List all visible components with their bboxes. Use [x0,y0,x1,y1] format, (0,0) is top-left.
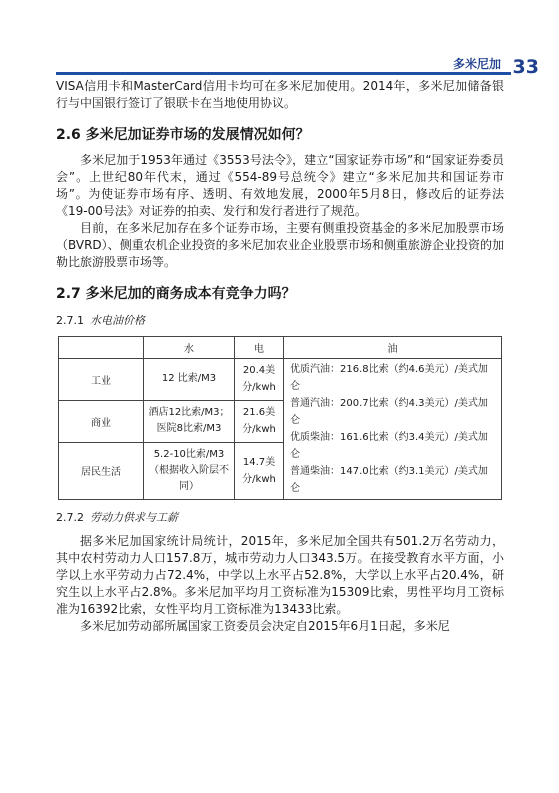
row-label: 商业 [59,400,144,442]
header-rule [56,72,511,75]
oil-price-line: 普通柴油：147.0比索（约3.1美元）/美式加仑 [290,466,488,494]
electricity-price: 20.4美分/kwh [235,359,284,401]
paragraph: 多米尼加于1953年通过《3553号法令》，建立“国家证券市场”和“国家证券委员会”。上世纪80年代末，通过《554-89号总统令》建立“多米尼加共和国证券市场”。为使证券市场有序、透明、有效地发展，2000年5月8日，修改后的证券法《19-00号法》对证券的拍卖、发行和发行者进行了规范。 [56,153,504,218]
water-price: 酒店12比索/M3；医院8比索/M3 [144,400,235,442]
subsection-number: 2.7.2 [56,511,84,524]
subsection-title: 劳动力供求与工薪 [90,511,178,524]
oil-price-line: 优质柴油：161.6比索（约3.4美元）/美式加仑 [290,432,488,460]
page-number: 33 [512,56,539,78]
table-header-cell: 电 [235,337,284,359]
water-price: 5.2-10比索/M3（根据收入阶层不同） [144,442,235,499]
subsection-heading-2-7-2 [56,510,504,525]
electricity-price: 14.7美分/kwh [235,442,284,499]
paragraph: 目前，在多米尼加存在多个证券市场，主要有侧重投资基金的多米尼加股票市场（BVRD）、侧重农机企业投资的多米尼加农业企业股票市场和侧重旅游企业投资的加勒比旅游股票市场等。 [56,221,504,269]
paragraph: 据多米尼加国家统计局统计，2015年，多米尼加全国共有501.2万名劳动力，其中农村劳动力人口157.8万，城市劳动力人口343.5万。在接受教育水平方面，小学以上水平劳动力占72.4%，中学以上水平占52.8%，大学以上水平占20.4%，研究生以上水平占2.8%。多米尼加平均月工资标准为15309比索，男性平均月工资标准为16392比索，女性平均月工资标准为13433比索。 [56,534,504,616]
subsection-title: 水电油价格 [90,314,145,327]
utility-price-table [58,336,502,500]
oil-price-line: 普通汽油：200.7比索（约4.3美元）/美式加仑 [290,398,488,426]
paragraph: 多米尼加劳动部所属国家工资委员会决定自2015年6月1日起，多米尼 [80,619,450,633]
section-heading-2-6: 2.6 多米尼加证券市场的发展情况如何？ [56,127,310,143]
row-label: 居民生活 [59,442,144,499]
oil-prices [284,359,502,500]
row-label: 工业 [59,359,144,401]
table-header-cell [59,337,144,359]
table-header-row [59,337,502,359]
running-header-title: 多米尼加 [452,57,501,71]
page-body [56,78,504,635]
electricity-price: 21.6美分/kwh [235,400,284,442]
subsection-number: 2.7.1 [56,314,84,327]
table-header-cell: 油 [284,337,502,359]
oil-price-line: 优质汽油：216.8比索（约4.6美元）/美式加仑 [290,364,488,392]
subsection-heading-2-7-1 [56,313,504,328]
table-header-cell: 水 [144,337,235,359]
water-price: 12 比索/M3 [144,359,235,401]
table-row [59,359,502,401]
section-heading-2-7: 2.7 多米尼加的商务成本有竞争力吗？ [56,286,296,302]
paragraph: VISA信用卡和MasterCard信用卡均可在多米尼加使用。2014年，多米尼加储备银行与中国银行签订了银联卡在当地使用协议。 [56,79,504,110]
